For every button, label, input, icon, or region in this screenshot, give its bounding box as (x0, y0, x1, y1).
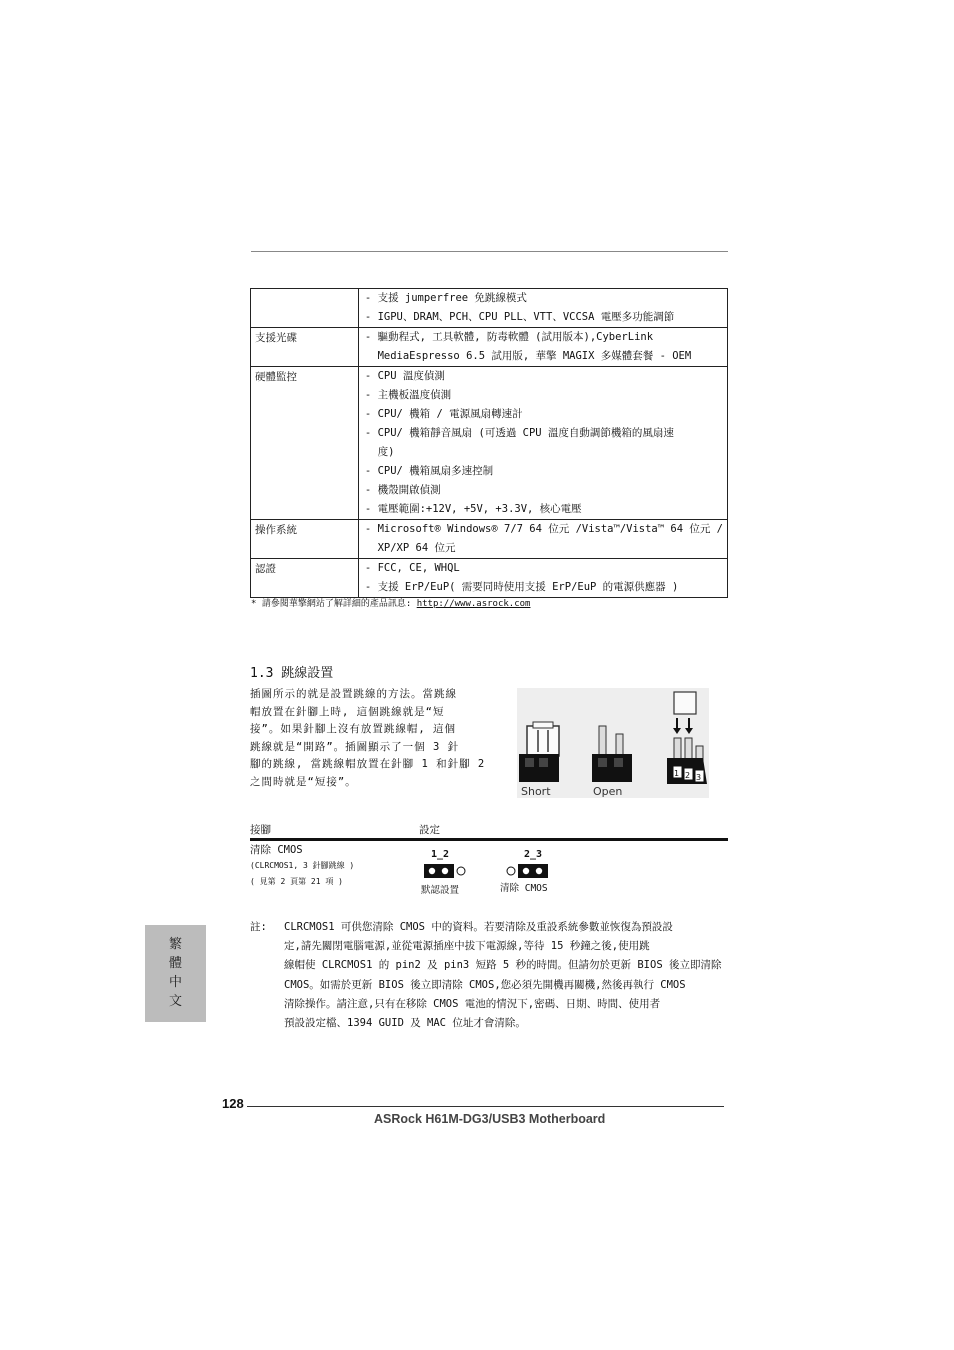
option-1-label: 1_2 (431, 849, 450, 860)
open-jumper-graphic (592, 726, 632, 782)
spec-line: MediaEspresso 6.5 試用版, 華擎 MAGIX 多媒體套餐 - OEM (364, 350, 692, 362)
asrock-link[interactable]: http://www.asrock.com (416, 599, 531, 609)
spec-row (251, 559, 728, 598)
jumper-1-2-icon (424, 863, 468, 879)
option-2-caption: 清除 CMOS (500, 883, 548, 894)
option-1-caption: 默認設置 (421, 885, 460, 896)
note-line: 預設設定檔、1394 GUID 及 MAC 位址才會清除。 (284, 1017, 526, 1030)
footer-rule (247, 1106, 724, 1107)
jumper-description (250, 686, 492, 791)
spec-row (251, 289, 728, 328)
spec-key: 硬體監控 (251, 367, 359, 520)
pin-label: 3 (696, 773, 702, 782)
header-rule (250, 838, 728, 841)
spec-line: - CPU 溫度偵測 (364, 370, 445, 382)
top-rule (251, 251, 728, 252)
jumper-name: 清除 CMOS (250, 844, 303, 856)
jumper-illustration (517, 688, 709, 798)
short-jumper-graphic (519, 722, 559, 782)
jumper-sub: (CLRCMOS1, 3 針腳跳線 ) (250, 861, 355, 870)
spec-key: 支援光碟 (251, 328, 359, 367)
jumper-2-3-icon (505, 863, 549, 879)
spec-line: - 機殼開啟偵測 (364, 484, 441, 496)
spec-line: - IGPU、DRAM、PCH、CPU PLL、VTT、VCCSA 電壓多功能調節 (364, 311, 675, 323)
footer-title: ASRock H61M-DG3/USB3 Motherboard (374, 1112, 606, 1126)
side-tab-label: 繁體中文 (169, 937, 183, 1009)
spec-row (251, 520, 728, 559)
spec-table (250, 288, 728, 598)
para-line: 接”。如果針腳上沒有放置跳線帽, 這個 (250, 723, 456, 735)
note-text: * 請參閱華擎網站了解詳細的產品訊息: (251, 599, 417, 609)
spec-line: - 電壓範圍:+12V, +5V, +3.3V, 核心電壓 (364, 503, 582, 515)
note-line: CLRCMOS1 可供您清除 CMOS 中的資料。若要清除及重設系統參數並恢復為預設設 (284, 921, 673, 933)
spec-key: 操作系統 (251, 520, 359, 559)
spec-line: - CPU/ 機箱 / 電源風扇轉速計 (364, 408, 523, 420)
spec-line: - 支援 jumperfree 免跳線模式 (364, 292, 527, 304)
spec-line: - 支援 ErP/EuP( 需要同時使用支援 ErP/EuP 的電源供應器 ) (364, 581, 679, 593)
spec-row (251, 367, 728, 520)
para-line: 帽放置在針腳上時, 這個跳線就是“短 (250, 705, 445, 718)
spec-line: - 驅動程式, 工具軟體, 防毒軟體 (試用版本),CyberLink (364, 331, 654, 343)
website-note (251, 596, 530, 609)
language-side-tab (145, 925, 206, 1022)
para-line: 腳的跳線, 當跳線帽放置在針腳 1 和針腳 2 (250, 758, 486, 770)
note-line: 清除操作。請注意,只有在移除 CMOS 電池的情況下,密碼、日期、時間、使用者 (284, 997, 661, 1010)
pin-label: 2 (685, 771, 691, 780)
note-line: 線帽使 CLRCMOS1 的 pin2 及 pin3 短路 5 秒的時間。但請勿於更新 BIOS 後立即清除 (284, 959, 722, 972)
col-pin-header: 接腳 (250, 824, 271, 836)
spec-line: 度) (364, 446, 395, 458)
spec-line: - 主機板溫度偵測 (364, 389, 452, 401)
jumper-sub: ( 見第 2 頁第 21 項 ) (250, 877, 343, 886)
spec-line: - CPU/ 機箱風扇多速控制 (364, 465, 494, 477)
pin-label: 1 (674, 769, 680, 778)
spec-line: - Microsoft® Windows® 7/7 64 位元 /Vista™/Vista™ 64 位元 / (364, 523, 723, 535)
spec-line: - FCC, CE, WHQL (364, 562, 460, 574)
option-2-label: 2_3 (524, 849, 543, 860)
page-number: 128 (222, 1096, 244, 1111)
note-line: CMOS。如需於更新 BIOS 後立即清除 CMOS,您必須先開機再關機,然後再執行 CMOS (284, 978, 686, 991)
short-label: Short (521, 785, 551, 798)
para-line: 插圖所示的就是設置跳線的方法。當跳線 (250, 688, 457, 700)
spec-key (251, 289, 359, 328)
para-line: 之間時就是“短接”。 (250, 775, 357, 788)
spec-line: - CPU/ 機箱靜音風扇 (可透過 CPU 溫度自動調節機箱的風扇速 (364, 427, 674, 439)
spec-line: XP/XP 64 位元 (364, 542, 456, 554)
jumper-diagram (517, 688, 709, 798)
section-title: 1.3 跳線設置 (250, 666, 334, 681)
note-line: 定,請先關閉電腦電源,並從電源插座中拔下電源線,等待 15 秒鐘之後,使用跳 (284, 940, 650, 953)
notes-label: 註: (250, 921, 267, 933)
para-line: 跳線就是“開路”。插圖顯示了一個 3 針 (250, 740, 460, 753)
spec-key: 認證 (251, 559, 359, 598)
col-setting-header: 設定 (419, 824, 440, 836)
open-label: Open (593, 785, 623, 798)
spec-row (251, 328, 728, 367)
